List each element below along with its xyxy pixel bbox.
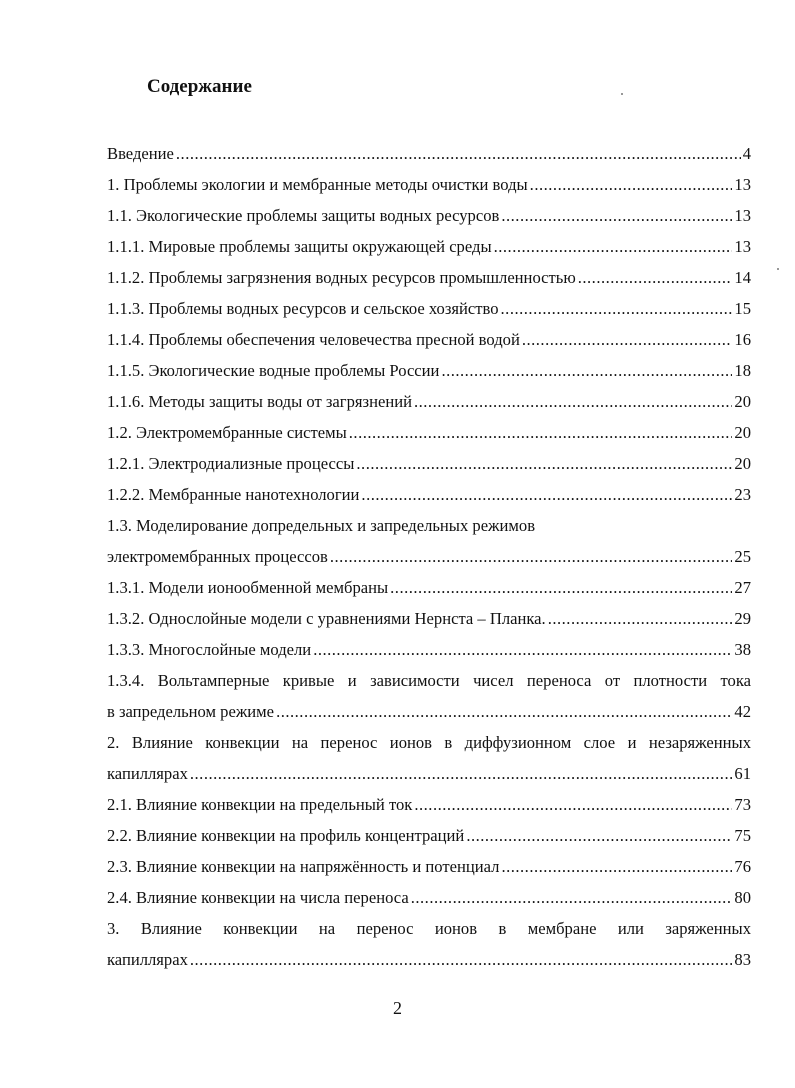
dot-leader (276, 696, 732, 727)
toc-entry-page: 27 (734, 578, 751, 597)
toc-entry-text: 2. Влияние конвекции на перенос ионов в диффузионном слое и незаряженных (107, 733, 751, 752)
toc-entry-page: 73 (734, 795, 751, 814)
toc-entry-page: 25 (734, 547, 751, 566)
dot-leader (548, 603, 733, 634)
toc-entry-text: 1.3. Моделирование допредельных и запредельных режимов (107, 516, 536, 535)
toc-entry-text: 1.1.4. Проблемы обеспечения человечества пресной водой (107, 330, 520, 349)
table-of-contents (107, 138, 751, 975)
toc-entry-page: 13 (734, 175, 751, 194)
scan-speck (621, 93, 623, 95)
toc-entry (107, 200, 751, 231)
toc-entry-text: 1.2.2. Мембранные нанотехнологии (107, 485, 360, 504)
toc-entry (107, 820, 751, 851)
toc-entry (107, 665, 751, 696)
page-number: 2 (393, 998, 402, 1018)
dot-leader (501, 200, 732, 231)
toc-entry-text: капиллярах (107, 950, 188, 969)
toc-entry-text: 2.4. Влияние конвекции на числа переноса (107, 888, 409, 907)
toc-entry-text: 1.3.1. Модели ионообменной мембраны (107, 578, 389, 597)
toc-entry-text: 1.3.3. Многослойные модели (107, 640, 312, 659)
toc-entry-page: 20 (734, 392, 751, 411)
toc-entry (107, 231, 751, 262)
toc-entry (107, 169, 751, 200)
toc-entry-page: 29 (734, 609, 751, 628)
toc-entry (107, 355, 751, 386)
dot-leader (466, 820, 732, 851)
toc-entry-page: 75 (734, 826, 751, 845)
dot-leader (190, 758, 733, 789)
toc-entry-page: 15 (734, 299, 751, 318)
toc-entry (107, 603, 751, 634)
toc-entry-text: 1.3.2. Однослойные модели с уравнениями Нернста – Планка. (107, 609, 546, 628)
toc-entry-text: 1.1.3. Проблемы водных ресурсов и сельское хозяйство (107, 299, 499, 318)
dot-leader (176, 138, 741, 169)
dot-leader (313, 634, 732, 665)
dot-leader (356, 448, 732, 479)
toc-entry-text: 1.2. Электромембранные системы (107, 423, 347, 442)
toc-entry-text: 2.3. Влияние конвекции на напряжённость и потенциал (107, 857, 500, 876)
toc-entry-text: капиллярах (107, 764, 188, 783)
toc-entry (107, 479, 751, 510)
toc-entry (107, 572, 751, 603)
dot-leader (494, 231, 733, 262)
toc-entry (107, 324, 751, 355)
dot-leader (530, 169, 733, 200)
dot-leader (349, 417, 733, 448)
toc-entry-text: электромембранных процессов (107, 547, 328, 566)
toc-entry-page: 23 (734, 485, 751, 504)
toc-entry (107, 386, 751, 417)
toc-entry (107, 696, 751, 727)
toc-entry-text: 1.1.5. Экологические водные проблемы России (107, 361, 440, 380)
dot-leader (330, 541, 733, 572)
toc-entry-text: 2.2. Влияние конвекции на профиль концентраций (107, 826, 465, 845)
toc-entry-page: 80 (734, 888, 751, 907)
toc-entry-text: 1.2.1. Электродиализные процессы (107, 454, 355, 473)
dot-leader (190, 944, 733, 975)
dot-leader (501, 851, 732, 882)
toc-entry-page: 13 (734, 206, 751, 225)
toc-entry-text: 1.1. Экологические проблемы защиты водных ресурсов (107, 206, 500, 225)
toc-entry-page: 13 (734, 237, 751, 256)
dot-leader (441, 355, 732, 386)
toc-entry (107, 944, 751, 975)
toc-entry-page: 38 (734, 640, 751, 659)
dot-leader (390, 572, 732, 603)
toc-entry-text: 1.3.4. Вольтамперные кривые и зависимости чисел переноса от плотности тока (107, 671, 751, 690)
toc-entry (107, 913, 751, 944)
toc-entry-page: 20 (734, 454, 751, 473)
toc-entry-page: 16 (734, 330, 751, 349)
toc-entry-text: 3. Влияние конвекции на перенос ионов в мембране или заряженных (107, 919, 751, 938)
toc-entry (107, 510, 751, 541)
toc-entry (107, 789, 751, 820)
toc-entry-text: Введение (107, 144, 174, 163)
toc-entry (107, 417, 751, 448)
toc-entry-text: 1.1.1. Мировые проблемы защиты окружающей среды (107, 237, 492, 256)
toc-entry (107, 634, 751, 665)
toc-entry (107, 882, 751, 913)
scan-speck (777, 268, 779, 270)
toc-entry-page: 83 (734, 950, 751, 969)
toc-entry-text: в запредельном режиме (107, 702, 275, 721)
dot-leader (414, 386, 732, 417)
dot-leader (411, 882, 733, 913)
page-title: Содержание (147, 76, 252, 97)
dot-leader (578, 262, 733, 293)
toc-entry-page: 61 (734, 764, 751, 783)
toc-entry-page: 76 (734, 857, 751, 876)
toc-entry (107, 293, 751, 324)
dot-leader (501, 293, 733, 324)
toc-entry (107, 851, 751, 882)
dot-leader (522, 324, 733, 355)
toc-entry (107, 758, 751, 789)
toc-entry-page: 4 (742, 144, 751, 163)
dot-leader (361, 479, 732, 510)
toc-entry-page: 20 (734, 423, 751, 442)
toc-entry-text: 1. Проблемы экологии и мембранные методы очистки воды (107, 175, 528, 194)
toc-entry-text: 1.1.2. Проблемы загрязнения водных ресурсов промышленностью (107, 268, 576, 287)
toc-entry-page: 14 (734, 268, 751, 287)
toc-entry (107, 541, 751, 572)
toc-entry-text: 1.1.6. Методы защиты воды от загрязнений (107, 392, 412, 411)
toc-entry (107, 727, 751, 758)
toc-entry-page: 42 (734, 702, 751, 721)
toc-entry (107, 262, 751, 293)
dot-leader (414, 789, 732, 820)
toc-entry (107, 138, 751, 169)
toc-entry (107, 448, 751, 479)
toc-entry-page: 18 (734, 361, 751, 380)
toc-entry-text: 2.1. Влияние конвекции на предельный ток (107, 795, 413, 814)
